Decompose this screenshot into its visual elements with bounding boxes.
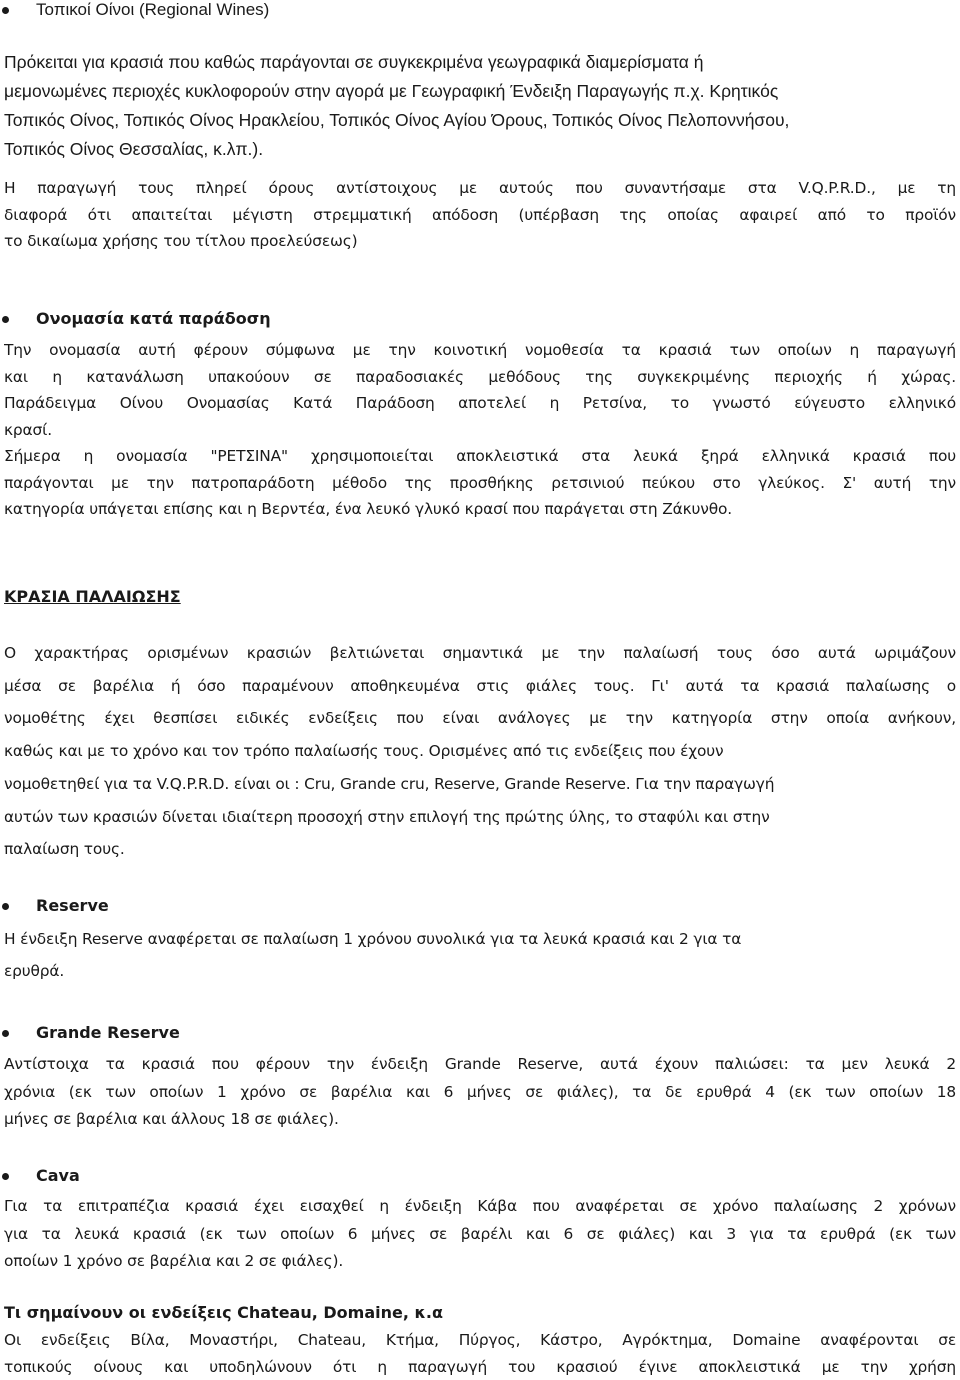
text-line: μεμονωμένες περιοχές κυκλοφορούν στην αγορά με Γεωγραφική Ένδειξη Παραγωγής π.χ. Κρητικός bbox=[4, 77, 956, 106]
section-heading-chateau-domaine: Τι σημαίνουν οι ενδείξεις Chateau, Domaine, κ.α bbox=[4, 1301, 443, 1325]
text-line: Για τα επιτραπέζια κρασιά έχει εισαχθεί η ένδειξη Κάβα που αναφέρεται σε χρόνο παλαίωσης 2 χρόνων bbox=[4, 1193, 956, 1221]
bullet-dot-icon bbox=[2, 7, 9, 14]
bullet-grande-reserve bbox=[36, 1021, 180, 1045]
text-line: το δικαίωμα χρήσης του τίτλου προελεύσεως) bbox=[4, 228, 956, 255]
grande-reserve-paragraph bbox=[4, 1051, 956, 1134]
bullet-regional-wines bbox=[36, 0, 269, 22]
regional-paragraph-2 bbox=[4, 175, 956, 255]
bullet-title: Ονομασία κατά παράδοση bbox=[36, 309, 271, 328]
text-line: Ο χαρακτήρας ορισμένων κρασιών βελτιώνεται σημαντικά με την παλαίωσή τους όσο αυτά ωριμάζουν bbox=[4, 637, 956, 670]
text-line: Οι ενδείξεις Βίλα, Μοναστήρι, Chateau, Κτήμα, Πύργος, Κάστρο, Αγρόκτημα, Domaine αναφέρονται σε bbox=[4, 1327, 956, 1354]
bullet-dot-icon bbox=[2, 903, 9, 910]
text-line: και η κατανάλωση υπακούουν σε παραδοσιακές μεθόδους της συγκεκριμένης περιοχής ή χώρας. bbox=[4, 364, 956, 391]
text-line: μήνες σε βαρέλια και άλλους 18 σε φιάλες). bbox=[4, 1106, 956, 1134]
regional-paragraph-1 bbox=[4, 48, 956, 164]
text-line: οποίων 1 χρόνο σε βαρέλια και 2 σε φιάλες). bbox=[4, 1248, 956, 1276]
text-line: καθώς και με το χρόνο και τον τρόπο παλαίωσής τους. Ορισμένες από τις ενδείξεις που έχουν bbox=[4, 735, 956, 768]
text-line: Σήμερα η ονομασία "ΡΕΤΣΙΝΑ" χρησιμοποιείται αποκλειστικά στα λευκά ξηρά ελληνικά κρασιά που bbox=[4, 443, 956, 470]
text-line: Τοπικός Οίνος, Τοπικός Οίνος Ηρακλείου, Τοπικός Οίνος Αγίου Όρους, Τοπικός Οίνος Πελοποννήσου, bbox=[4, 106, 956, 135]
bullet-cava bbox=[36, 1164, 80, 1188]
bullet-dot-icon bbox=[2, 316, 9, 323]
bullet-dot-icon bbox=[2, 1030, 9, 1037]
bullet-title: Τοπικοί Οίνοι (Regional Wines) bbox=[36, 0, 269, 19]
text-line: Τοπικός Οίνος Θεσσαλίας, κ.λπ.). bbox=[4, 135, 956, 164]
text-line: αυτών των κρασιών δίνεται ιδιαίτερη προσοχή στην επιλογή της πρώτης ύλης, το σταφύλι και στην bbox=[4, 801, 956, 834]
text-line: νομοθέτης έχει θεσπίσει ειδικές ενδείξεις που είναι ανάλογες με την κατηγορία στην οποία ανήκουν, bbox=[4, 702, 956, 735]
text-line: κρασί. bbox=[4, 417, 956, 444]
text-line: κατηγορία υπάγεται επίσης και η Βερντέα, ένα λευκό γλυκό κρασί που παράγεται στη Ζάκυνθο. bbox=[4, 496, 956, 523]
chateau-paragraph bbox=[4, 1327, 956, 1380]
bullet-dot-icon bbox=[2, 1173, 9, 1180]
text-line: Αντίστοιχα τα κρασιά που φέρουν την ένδειξη Grande Reserve, αυτά έχουν παλιώσει: τα μεν λευκά 2 bbox=[4, 1051, 956, 1079]
text-line: διαφορά ότι απαιτείται μέγιστη στρεμματική απόδοση (υπέρβαση της οποίας αφαιρεί από το προϊόν bbox=[4, 202, 956, 229]
text-line: παλαίωση τους. bbox=[4, 833, 956, 866]
bullet-title: Cava bbox=[36, 1166, 80, 1185]
bullet-traditional-designation bbox=[36, 307, 271, 331]
text-line: ερυθρά. bbox=[4, 956, 956, 988]
text-line: παράγονται με την πατροπαράδοτη μέθοδο της προσθήκης ρετσινιού πεύκου στο γλεύκος. Σ' αυτή την bbox=[4, 470, 956, 497]
text-line: μέσα σε βαρέλια ή όσο παραμένουν αποθηκευμένα στις φιάλες τους. Γι' αυτά τα κρασιά παλαίωσης ο bbox=[4, 670, 956, 703]
bullet-reserve bbox=[36, 894, 109, 918]
text-line: νομοθετηθεί για τα V.Q.P.R.D. είναι οι : Cru, Grande cru, Reserve, Grande Reserve. Για την παραγωγή bbox=[4, 768, 956, 801]
text-line: Η παραγωγή τους πληρεί όρους αντίστοιχους με αυτούς που συναντήσαμε στα V.Q.P.R.D., με τη bbox=[4, 175, 956, 202]
text-line: Παράδειγμα Οίνου Ονομασίας Κατά Παράδοση αποτελεί η Ρετσίνα, το γνωστό εύγευστο ελληνικό bbox=[4, 390, 956, 417]
aging-paragraph bbox=[4, 637, 956, 866]
cava-paragraph bbox=[4, 1193, 956, 1276]
section-heading-aging-wines: ΚΡΑΣΙΑ ΠΑΛΑΙΩΣΗΣ bbox=[4, 585, 181, 609]
bullet-title: Grande Reserve bbox=[36, 1023, 180, 1042]
text-line: Πρόκειται για κρασιά που καθώς παράγονται σε συγκεκριμένα γεωγραφικά διαμερίσματα ή bbox=[4, 48, 956, 77]
bullet-title: Reserve bbox=[36, 896, 109, 915]
reserve-paragraph bbox=[4, 924, 956, 987]
traditional-paragraph bbox=[4, 337, 956, 523]
text-line: Την ονομασία αυτή φέρουν σύμφωνα με την κοινοτική νομοθεσία τα κρασιά των οποίων η παραγωγή bbox=[4, 337, 956, 364]
text-line: χρόνια (εκ των οποίων 1 χρόνο σε βαρέλια και 6 μήνες σε φιάλες), τα δε ερυθρά 4 (εκ των οποίων 18 bbox=[4, 1079, 956, 1107]
text-line: τοπικούς οίνους και υποδηλώνουν ότι η παραγωγή του κρασιού έγινε αποκλειστικά με την χρήση bbox=[4, 1354, 956, 1380]
text-line: Η ένδειξη Reserve αναφέρεται σε παλαίωση 1 χρόνου συνολικά για τα λευκά κρασιά και 2 για τα bbox=[4, 924, 956, 956]
text-line: για τα λευκά κρασιά (εκ των οποίων 6 μήνες σε βαρέλι και 6 σε φιάλες) και 3 για τα ερυθρά (εκ των bbox=[4, 1221, 956, 1249]
